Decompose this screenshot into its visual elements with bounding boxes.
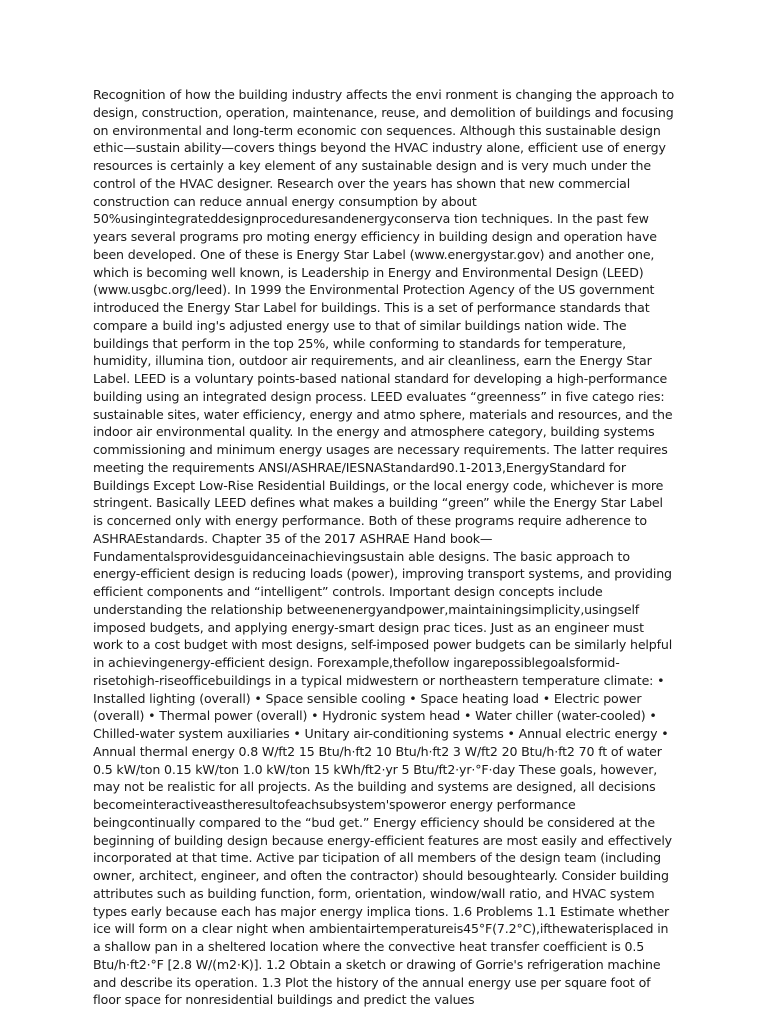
body-paragraph: Recognition of how the building industry affects the envi ronment is changing the approach to design, construction, operation, maintenance, reuse, and demolition of buildings and focusing on environmental and long-term economic con sequences. Although this sustainable design ethic—sustain ability—covers things beyond the HVAC industry alone, efficient use of energy resources is certainly a key element of any sustainable design and is very much under the control of the HVAC designer. Research over the years has shown that new commercial construction can reduce annual energy consumption by about 50%usingintegrateddesignproceduresandenergyconserva tion techniques. In the past few years several programs pro moting energy efficiency in building design and operation have been developed. One of these is Energy Star Label (www.energystar.gov) and another one, which is becoming well known, is Leadership in Energy and Environmental Design (LEED) (www.usgbc.org/leed). In 1999 the Environmental Protection Agency of the US government introduced the Energy Star Label for buildings. This is a set of performance standards that compare a build ing's adjusted energy use to that of similar buildings nation wide. The buildings that perform in the top 25%, while conforming to standards for temperature, humidity, illumina tion, outdoor air requirements, and air cleanliness, earn the Energy Star Label. LEED is a voluntary points-based national standard for developing a high-performance building using an integrated design process. LEED evaluates “greenness” in five catego ries: sustainable sites, water efficiency, energy and atmo sphere, materials and resources, and the indoor air environmental quality. In the energy and atmosphere category, building systems commissioning and minimum energy usages are necessary requirements. The latter requires meeting the requirements ANSI/ASHRAE/IESNAStandard90.1-2013,EnergyStandard for Buildings Except Low-Rise Residential Buildings, or the local energy code, whichever is more stringent. Basically LEED defines what makes a building “green” while the Energy Star Label is concerned only with energy performance. Both of these programs require adherence to ASHRAEstandards. Chapter 35 of the 2017 ASHRAE Hand book—Fundamentalsprovidesguidanceinachievingsustain able designs. The basic approach to energy-efficient design is reducing loads (power), improving transport systems, and providing efficient components and “intelligent” controls. Important design concepts include understanding the relationship betweenenergyandpower,maintainingsimplicity,usingself imposed budgets, and applying energy-smart design prac tices. Just as an engineer must work to a cost budget with most designs, self-imposed power budgets can be similarly helpful in achievingenergy-efficient design. Forexample,thefollow ingarepossiblegoalsformid-risetohigh-riseofficebuildings in a typical midwestern or northeastern temperature climate: • Installed lighting (overall) • Space sensible cooling • Space heating load • Electric power (overall) • Thermal power (overall) • Hydronic system head • Water chiller (water-cooled) • Chilled-water system auxiliaries • Unitary air-conditioning systems • Annual electric energy • Annual thermal energy 0.8 W/ft2 15 Btu/h·ft2 10 Btu/h·ft2 3 W/ft2 20 Btu/h·ft2 70 ft of water 0.5 kW/ton 0.15 kW/ton 1.0 kW/ton 15 kWh/ft2·yr 5 Btu/ft2·yr·°F·day These goals, however, may not be realistic for all projects. As the building and systems are designed, all decisions becomeinteractiveastheresultofeachsubsystem'spoweror energy performance beingcontinually compared to the “bud get.” Energy efficiency should be considered at the beginning of building design because energy-efficient features are most easily and effectively incorporated at that time. Active par ticipation of all members of the design team (including owner, architect, engineer, and often the contractor) should besoughtearly. Consider building attributes such as building function, form, orientation, window/wall ratio, and HVAC system types early because each has major energy implica tions. 1.6 Problems 1.1 Estimate whether ice will form on a clear night when ambientairtemperatureis45°F(7.2°C),ifthewaterisplaced in a shallow pan in a sheltered location where the convective heat transfer coefficient is 0.5 Btu/h·ft2·°F [2.8 W/(m2·K)]. 1.2 Obtain a sketch or drawing of Gorrie's refrigeration machine and describe its operation. 1.3 Plot the history of the annual energy use per square foot of floor space for nonresidential buildings and predict the values bbox=[93, 87, 675, 1008]
document-page bbox=[93, 86, 675, 1009]
